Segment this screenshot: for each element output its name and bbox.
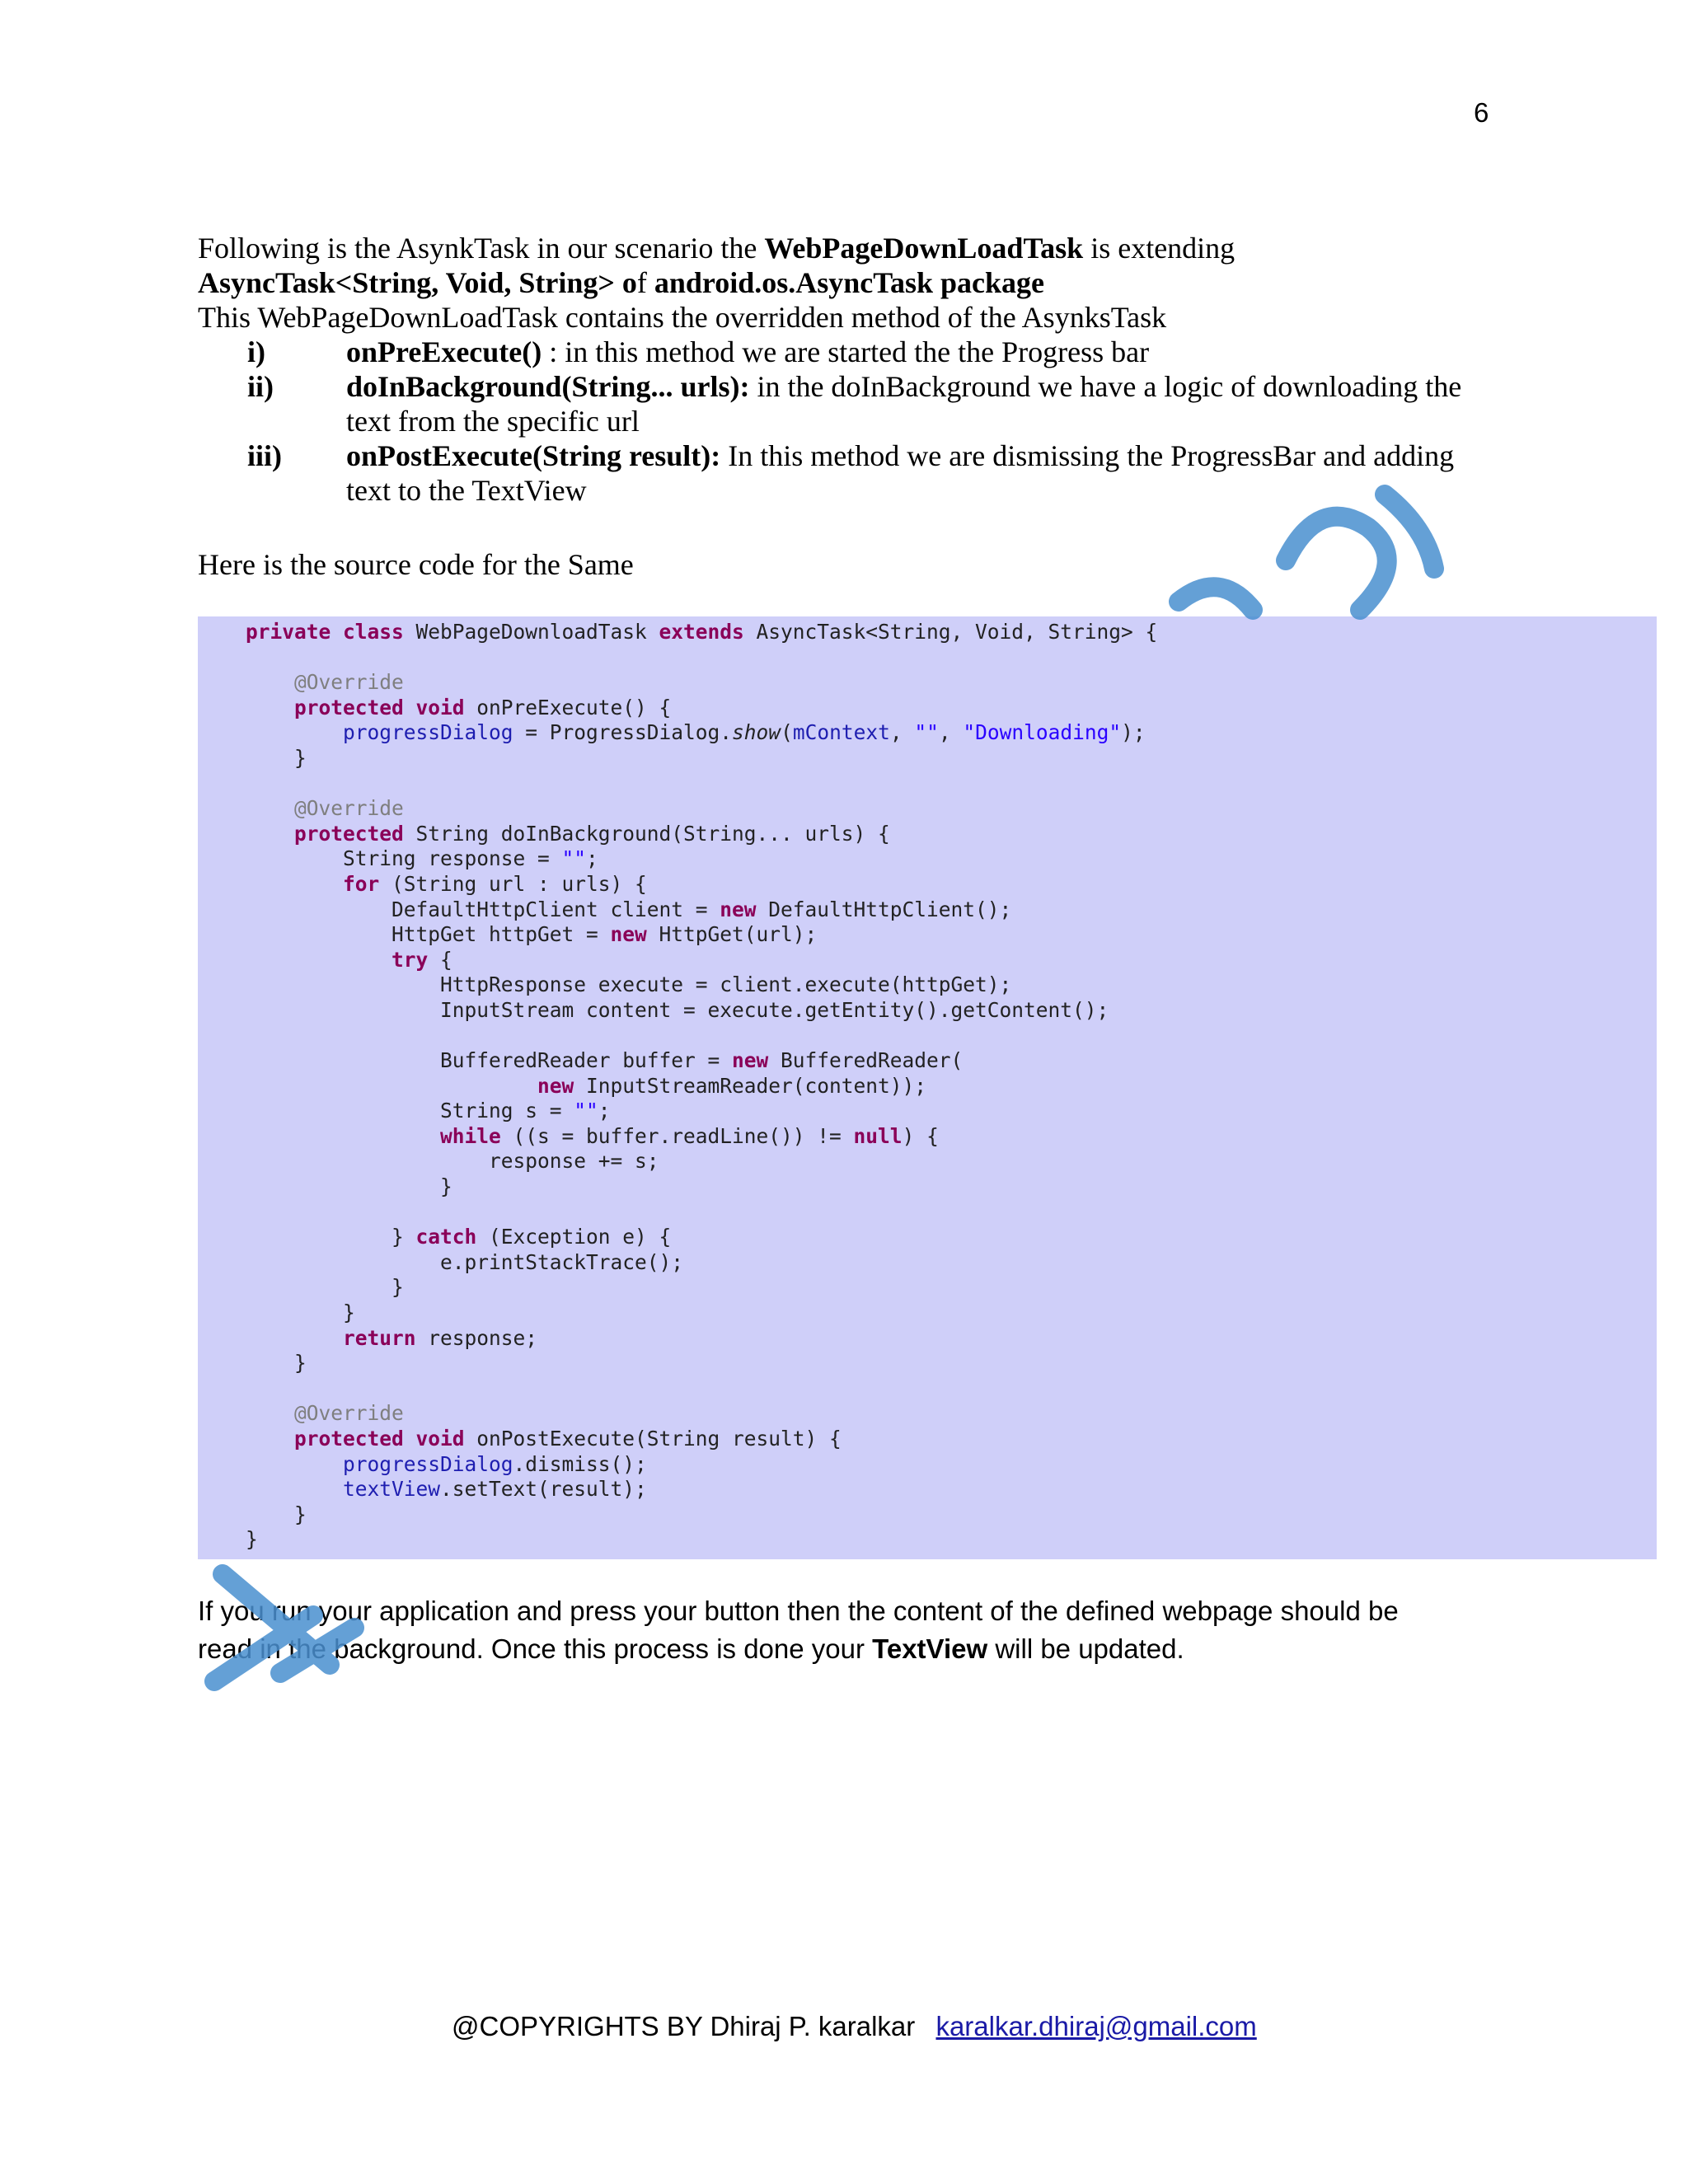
intro-section (198, 231, 1500, 508)
source-code-lead: Here is the source code for the Same (198, 548, 634, 581)
list-item: iii) onPostExecute(String result): In this method we are dismissing the ProgressBar and adding text to the TextView (247, 439, 1455, 507)
page-number: 6 (1474, 97, 1489, 128)
intro-line-3: This WebPageDownLoadTask contains the overridden method of the AsynksTask (198, 301, 1167, 334)
footer (452, 2011, 1257, 2042)
list-item: ii) doInBackground(String... urls): in the doInBackground we have a logic of downloading the text from the specific url (247, 370, 1462, 438)
intro-line-1: Following is the AsynkTask in our scenario the WebPageDownLoadTask is extending (198, 232, 1236, 265)
email-link[interactable]: karalkar.dhiraj@gmail.com (935, 2011, 1257, 2041)
source-code: private class WebPageDownloadTask extends AsyncTask<String, Void, String> { @Override protected void onPreExecute() { progressDialog = ProgressDialog.show(mContext, "", "Downloading"); } @Override protected String doInBackground(String... urls) { String response = ""; for (String url : urls) { DefaultHttpClient client = new DefaultHttpClient(); HttpGet httpGet = new HttpGet(url); try { HttpResponse execute = client.execute(httpGet); InputStream content = execute.getEntity().getContent(); BufferedReader buffer = new BufferedReader( new InputStreamReader(content)); String s = ""; while ((s = buffer.readLine()) != null) { response += s; } } catch (Exception e) { e.printStackTrace(); } } return response; } @Override protected void onPostExecute(String result) { progressDialog.dismiss(); textView.setText(result); } } (246, 620, 1158, 1552)
code-block (198, 616, 1657, 1559)
closing-paragraph (198, 1592, 1533, 1668)
intro-line-2: AsyncTask<String, Void, String> of android.os.AsyncTask package (198, 266, 1045, 299)
closing-line-2: read in the background. Once this process is done your TextView will be updated. (198, 1633, 1184, 1664)
method-list (198, 335, 1500, 508)
closing-line-1: If you run your application and press your button then the content of the defined webpage should be (198, 1596, 1399, 1626)
list-item: i) onPreExecute() : in this method we are started the the Progress bar (247, 335, 1150, 368)
copyright-text: @COPYRIGHTS BY Dhiraj P. karalkar (452, 2011, 916, 2041)
